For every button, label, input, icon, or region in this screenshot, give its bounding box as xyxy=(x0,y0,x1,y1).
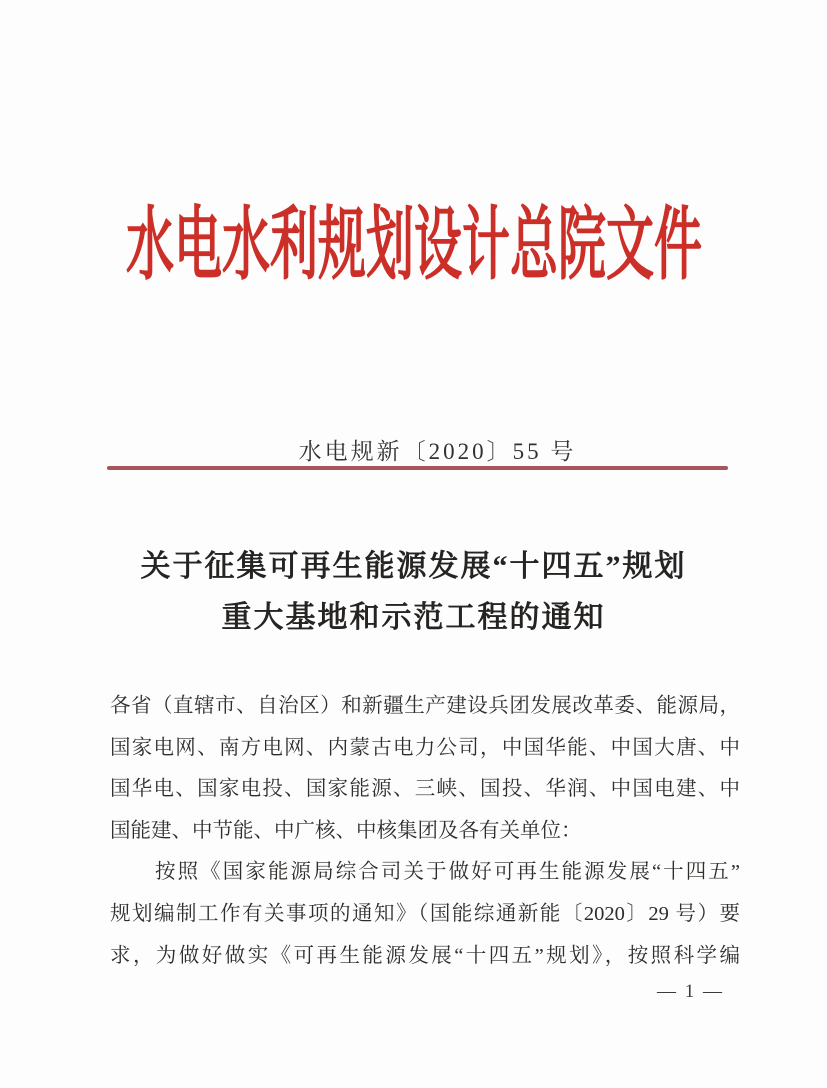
document-title-line1: 关于征集可再生能源发展“十四五”规划 xyxy=(140,550,687,583)
red-divider-line xyxy=(107,466,728,470)
page-number: — 1 — xyxy=(657,981,724,1002)
body-line-recipients-2: 国家电网、南方电网、内蒙古电力公司，中国华能、中国大唐、中 xyxy=(110,736,740,759)
body-line-recipients-4: 国能建、中节能、中广核、中核集团及各有关单位： xyxy=(110,819,582,842)
document-reference-number: 水电规新〔2020〕55 号 xyxy=(298,439,577,464)
body-line-paragraph2-2: 规划编制工作有关事项的通知》（国能综通新能〔2020〕29 号）要 xyxy=(110,902,740,925)
body-line-paragraph2-3: 求，为做好做实《可再生能源发展“十四五”规划》，按照科学编 xyxy=(110,944,740,967)
document-body xyxy=(110,686,740,977)
agency-red-header xyxy=(0,202,827,290)
document-title-line2: 重大基地和示范工程的通知 xyxy=(221,601,606,634)
body-line-recipients-3: 国华电、国家电投、国家能源、三峡、国投、华润、中国电建、中 xyxy=(110,778,740,801)
body-line-recipients-1: 各省（直辖市、自治区）和新疆生产建设兵团发展改革委、能源局， xyxy=(110,695,740,717)
body-line-paragraph2-1: 按照《国家能源局综合司关于做好可再生能源发展“十四五” xyxy=(155,861,740,884)
agency-header-title: 水电水利规划设计总院文件 xyxy=(125,202,702,290)
document-title xyxy=(0,541,827,643)
